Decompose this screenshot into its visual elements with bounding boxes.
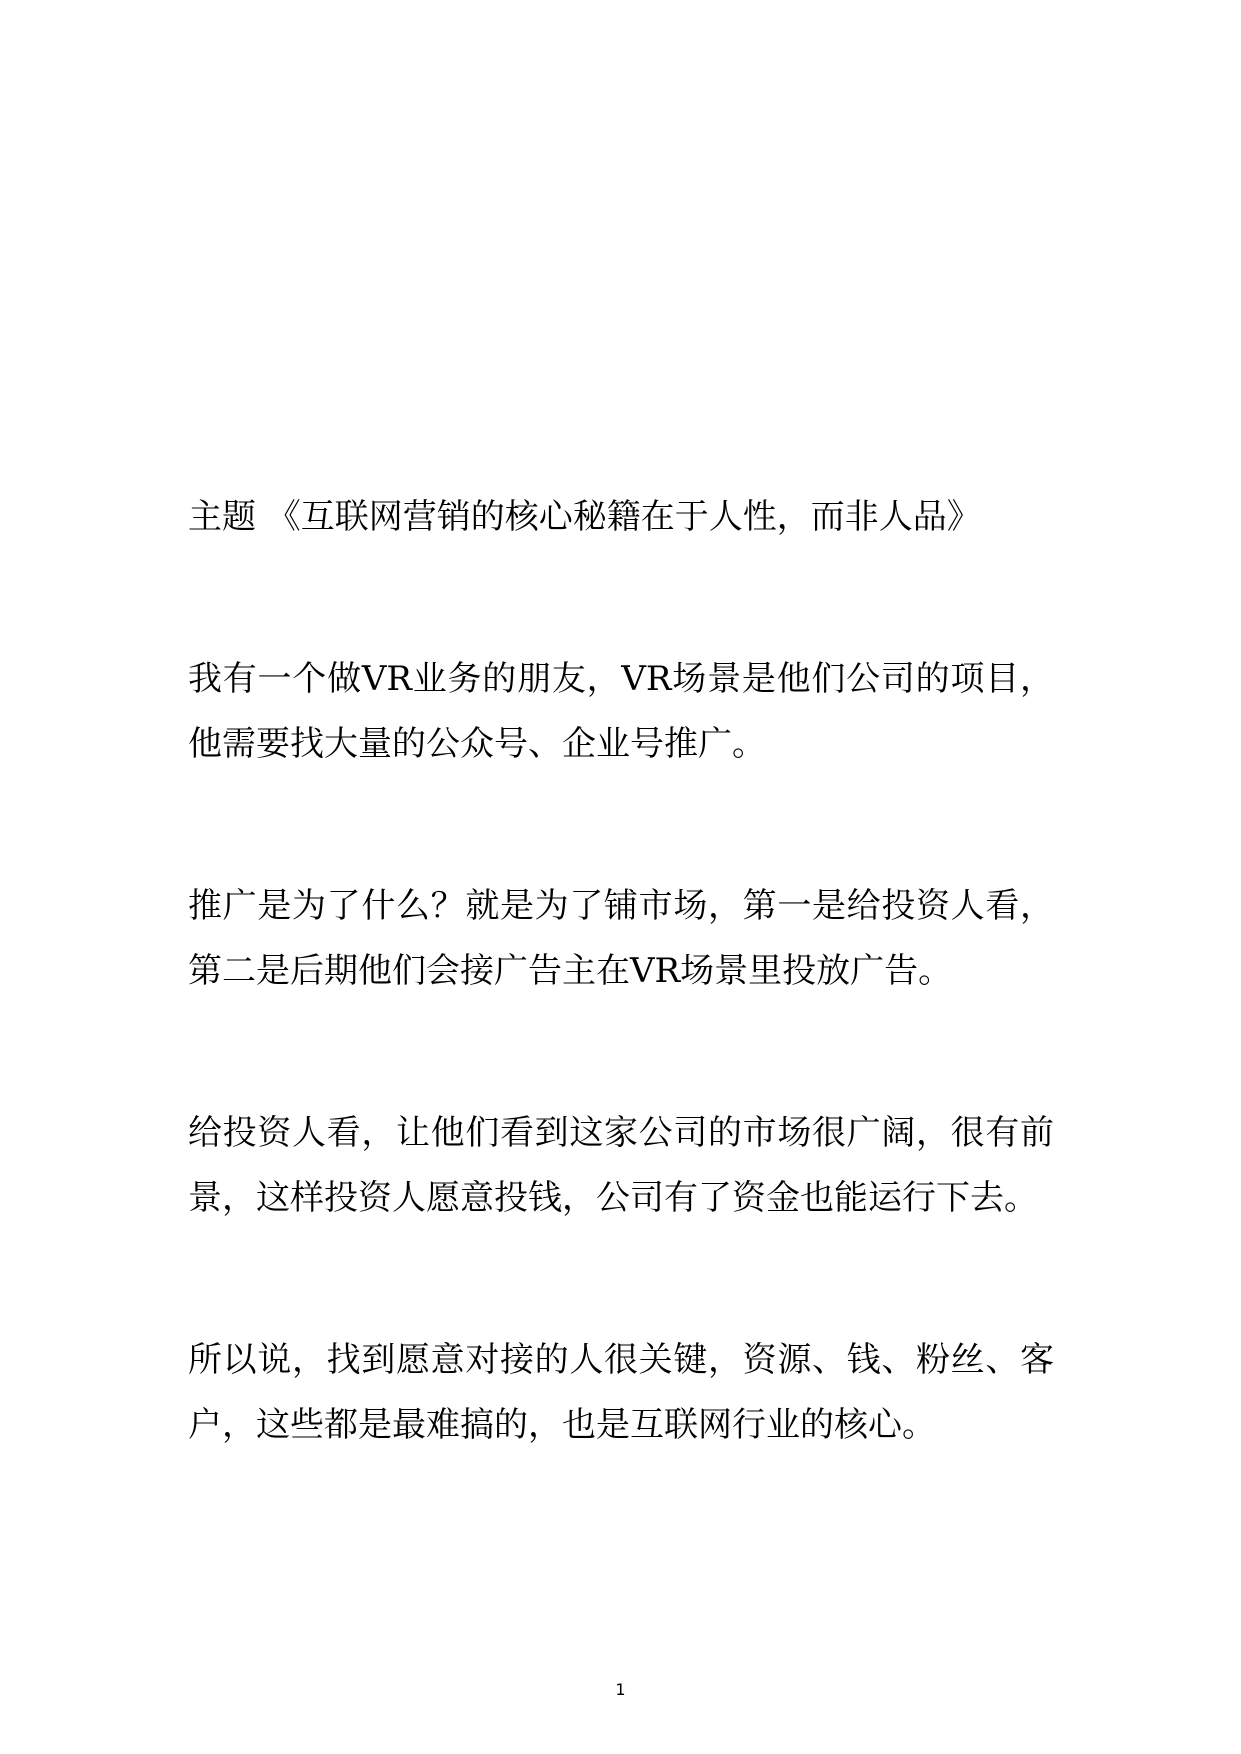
document-title: 主题 《互联网营销的核心秘籍在于人性，而非人品》 [188, 497, 981, 537]
page-number: 1 [615, 1680, 626, 1699]
paragraph-2: 推广是为了什么？就是为了铺市场，第一是给投资人看，第二是后期他们会接广告主在VR场景里投放广告。 [188, 886, 1054, 991]
paragraph-1: 我有一个做VR业务的朋友，VR场景是他们公司的项目，他需要找大量的公众号、企业号推广。 [188, 659, 1054, 764]
paragraph-3: 给投资人看，让他们看到这家公司的市场很广阔，很有前景，这样投资人愿意投钱，公司有了资金也能运行下去。 [188, 1113, 1054, 1218]
paragraph-4: 所以说，找到愿意对接的人很关键，资源、钱、粉丝、客户，这些都是最难搞的，也是互联网行业的核心。 [188, 1340, 1054, 1445]
document-body [188, 485, 1054, 1458]
